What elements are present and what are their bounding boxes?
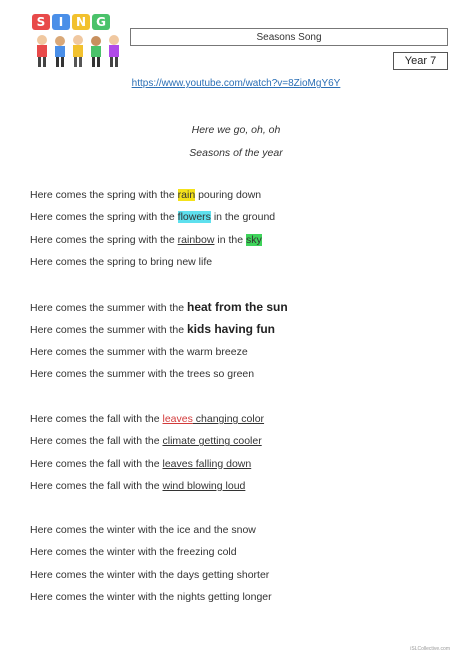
lyric-line: Here comes the fall with the leaves falling down	[30, 457, 252, 470]
lyric-line: Here comes the spring with the rain pouring down	[30, 189, 262, 201]
lyric-line: Here comes the spring with the rainbow in the sky	[30, 233, 262, 246]
intro-line-1: Here we go, oh, oh	[191, 124, 281, 136]
red-word: leaves	[162, 413, 193, 425]
year-badge	[393, 52, 448, 70]
lyric-line: Here comes the fall with the wind blowing loud	[30, 479, 246, 492]
video-link[interactable]: https://www.youtube.com/watch?v=8ZioMgY6Y	[131, 78, 341, 89]
highlight-word: rain	[177, 189, 196, 201]
lyric-line: Here comes the fall with the leaves changing color	[30, 413, 265, 425]
footer-watermark: iSLCollective.com	[410, 646, 450, 652]
lyric-line: Here comes the winter with the ice and the snow	[30, 524, 256, 536]
intro-line-2: Seasons of the year	[189, 147, 283, 159]
year-text: Year 7	[404, 55, 437, 67]
lyric-line: Here comes the spring to bring new life	[30, 255, 213, 268]
page-title	[130, 28, 448, 46]
lyric-line: Here comes the winter with the nights getting longer	[30, 590, 272, 603]
lyric-line: Here comes the winter with the freezing cold	[30, 546, 237, 559]
highlight-word: flowers	[177, 211, 211, 224]
underlined-phrase: climate getting cooler	[162, 435, 262, 448]
svg-text:S: S	[36, 15, 46, 29]
lyric-line: Here comes the winter with the days getting shorter	[30, 568, 270, 581]
underlined-phrase: leaves falling down	[162, 457, 252, 470]
underlined-phrase: changing color	[192, 413, 265, 425]
bold-phrase: kids having fun	[186, 322, 275, 337]
svg-text:N: N	[75, 15, 87, 29]
svg-text:I: I	[58, 15, 64, 29]
stanza-summer	[30, 296, 450, 385]
stanza-spring	[30, 184, 450, 273]
lyric-line: Here comes the fall with the climate getting cooler	[30, 435, 262, 448]
svg-text:G: G	[96, 15, 106, 29]
lyric-line: Here comes the summer with the warm breeze	[30, 345, 248, 358]
sing-logo	[30, 12, 130, 72]
stanza-winter	[30, 519, 450, 608]
underlined-word: rainbow	[177, 233, 215, 246]
stanza-fall	[30, 408, 450, 497]
lyric-line: Here comes the summer with the kids having fun	[30, 322, 275, 337]
underlined-phrase: wind blowing loud	[162, 479, 246, 492]
highlight-word: sky	[245, 233, 262, 246]
title-text: Seasons Song	[256, 31, 322, 43]
bold-phrase: heat from the sun	[186, 300, 288, 314]
lyric-line: Here comes the summer with the trees so green	[30, 367, 255, 380]
lyric-line: Here comes the spring with the flowers in the ground	[30, 211, 276, 224]
lyric-line: Here comes the summer with the heat from the sun	[30, 300, 288, 314]
